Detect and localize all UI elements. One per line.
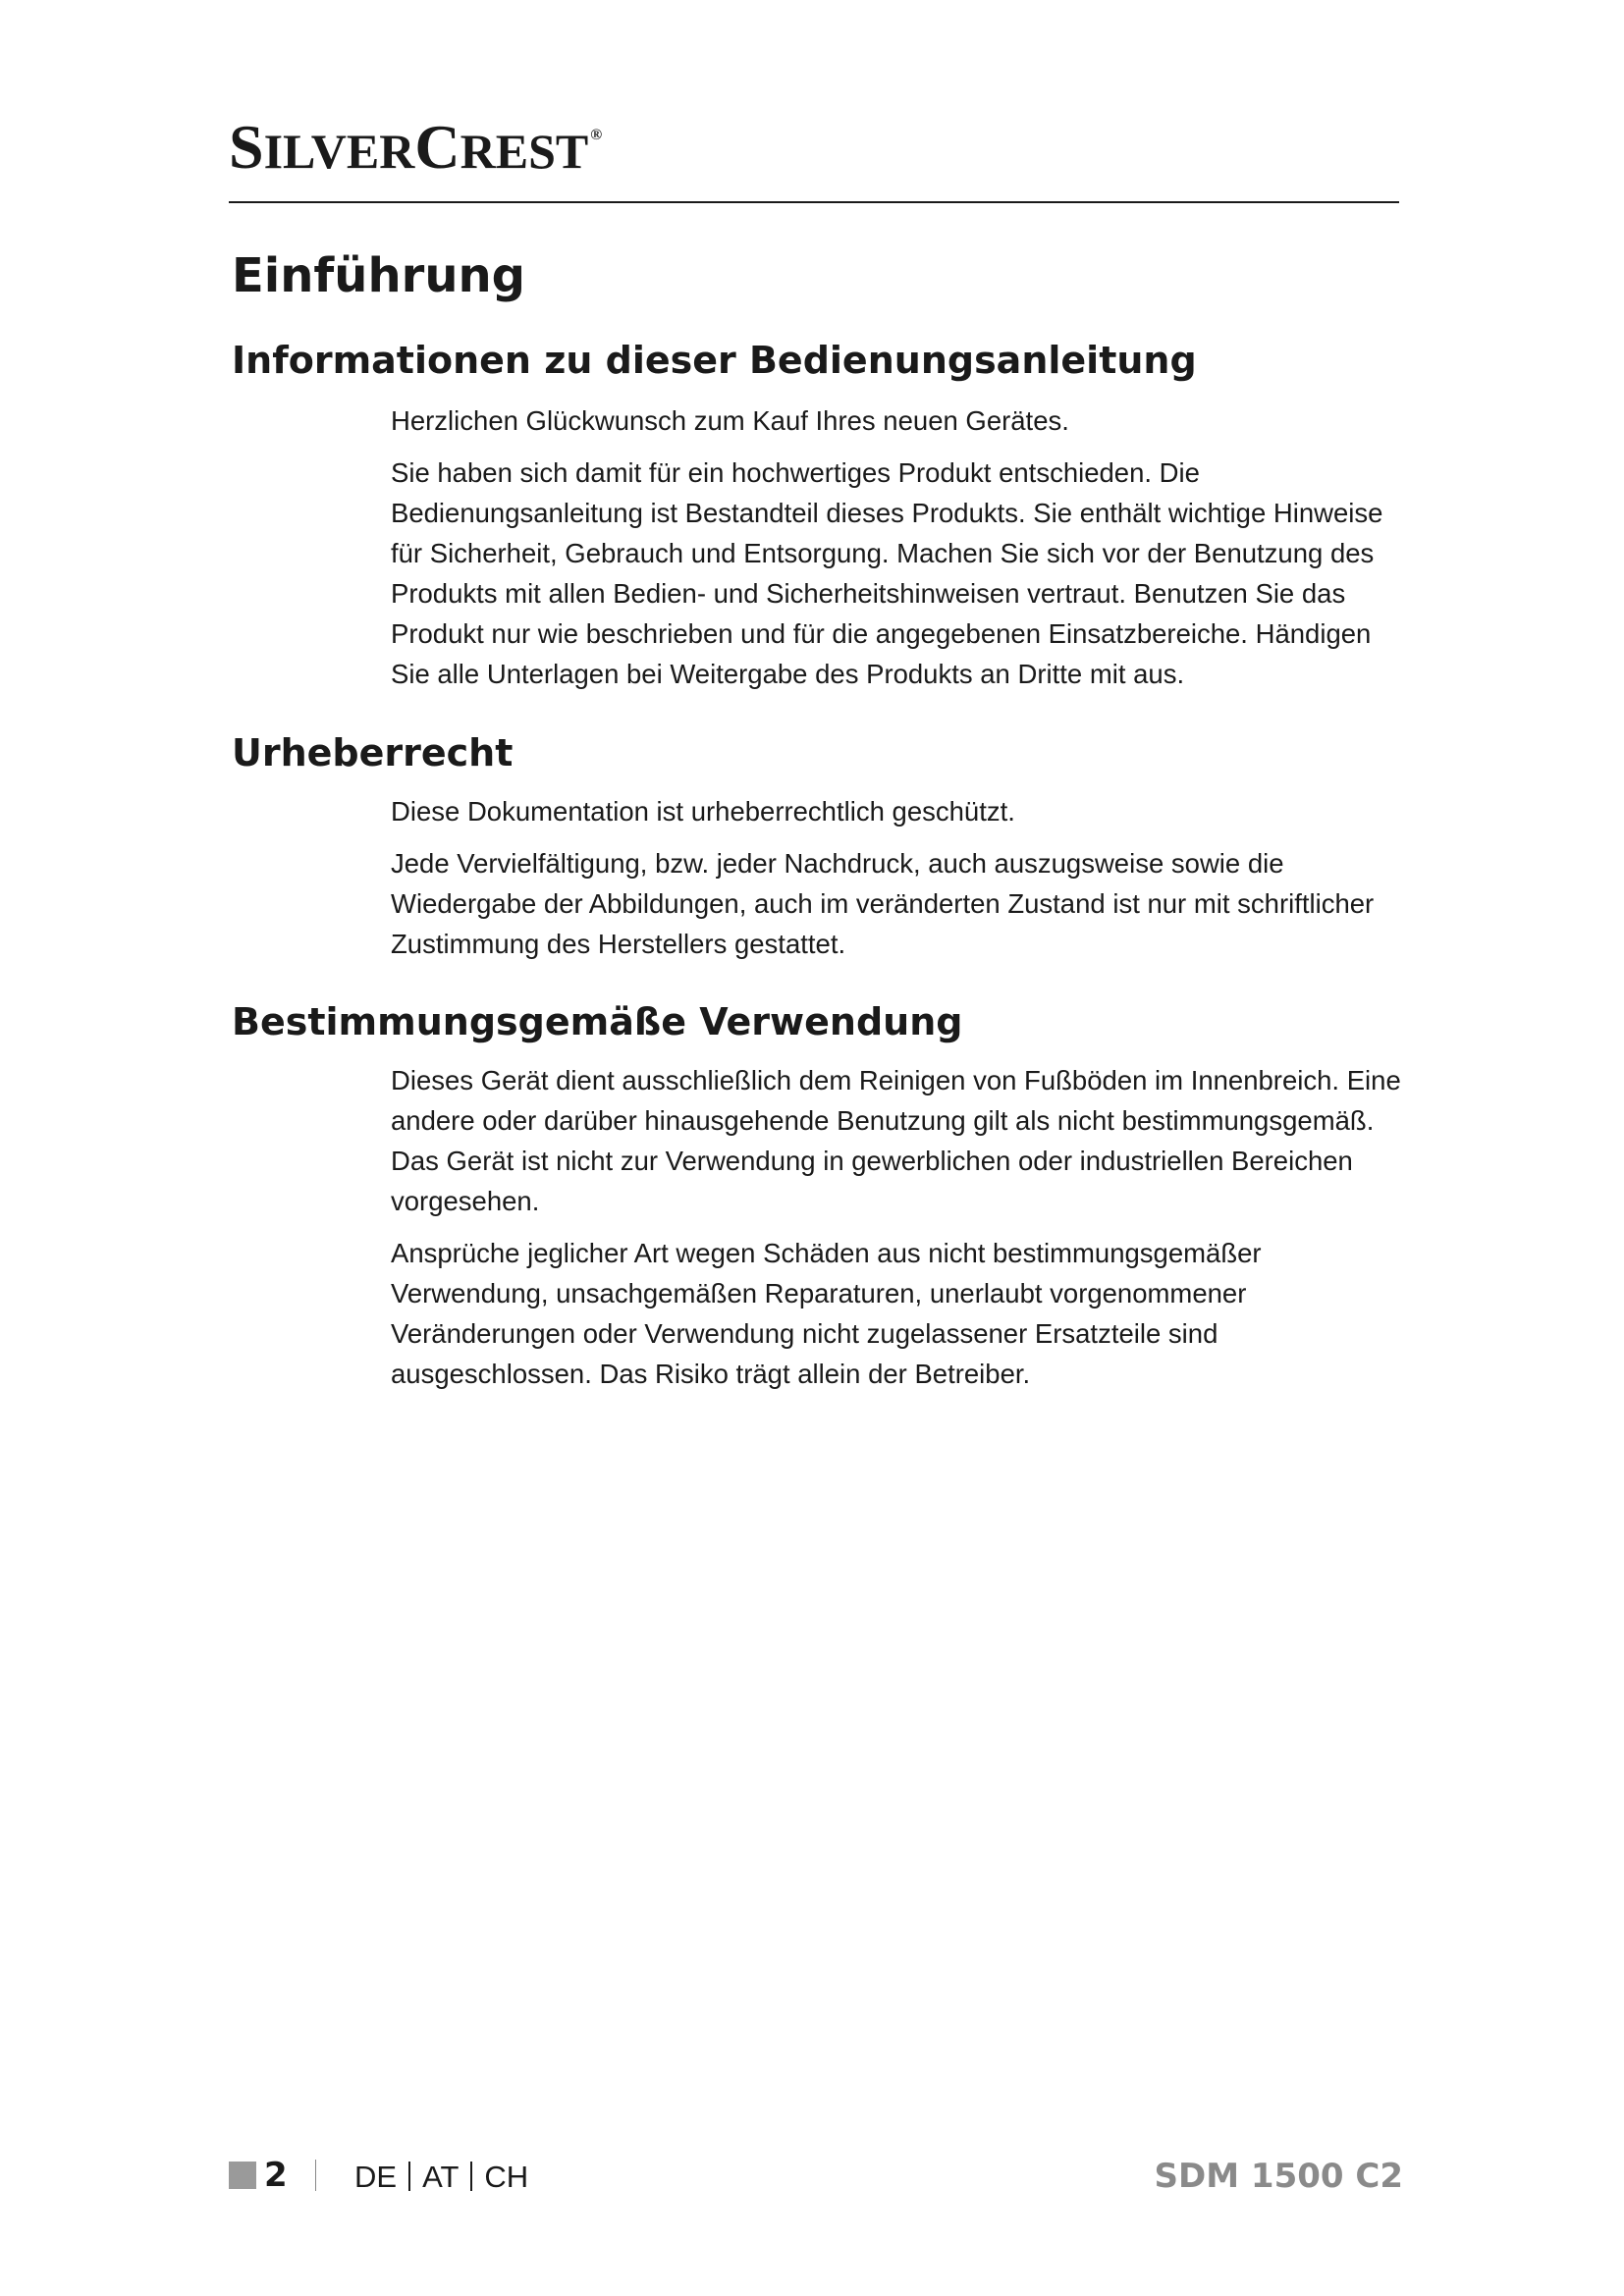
model-number: SDM 1500 C2 — [1154, 2157, 1403, 2196]
section-body-copyright — [391, 791, 1412, 976]
lang-ch: CH — [484, 2160, 529, 2194]
paragraph: Dieses Gerät dient ausschließlich dem Reinigen von Fußböden im Innenbreich. Eine andere oder darüber hinausgehende Benutzung gilt als nicht bestimmungsgemäß. Das Gerät ist nicht zur Verwendung in gewerblichen oder industriellen Bereichen vorgesehen. — [391, 1065, 1401, 1216]
brand-logo — [229, 112, 603, 182]
page-title: Einführung — [232, 248, 526, 303]
lang-at: AT — [422, 2160, 460, 2194]
logo-initial-s: S — [229, 112, 264, 182]
header-divider — [229, 201, 1399, 203]
section-heading-copyright: Urheberrecht — [232, 731, 514, 774]
logo-text-ilver: ILVER — [263, 124, 415, 179]
paragraph: Jede Vervielfältigung, bzw. jeder Nachdruck, auch auszugsweise sowie die Wiedergabe der Abbildungen, auch im veränderten Zustand ist nur mit schriftlicher Zustimmung des Herstellers gestattet. — [391, 848, 1375, 959]
lang-separator — [470, 2162, 472, 2191]
paragraph: Ansprüche jeglicher Art wegen Schäden aus nicht bestimmungsgemäßer Verwendung, unsachgemäßen Reparaturen, unerlaubt vorgenommener Veränderungen oder Verwendung nicht zugelassener Ersatzteile sind ausgeschlossen. Das Risiko trägt allein der Betreiber. — [391, 1238, 1262, 1389]
section-body-info — [391, 400, 1412, 706]
page-marker-square-icon — [229, 2162, 256, 2189]
section-heading-info: Informationen zu dieser Bedienungsanleitung — [232, 339, 1197, 382]
lang-separator — [408, 2162, 410, 2191]
paragraph: Diese Dokumentation ist urheberrechtlich geschützt. — [391, 796, 1015, 827]
paragraph: Sie haben sich damit für ein hochwertiges Produkt entschieden. Die Bedienungsanleitung ist Bestandteil dieses Produkts. Sie enthält wichtige Hinweise für Sicherheit, Gebrauch und Entsorgung. Machen Sie sich vor der Benutzung des Produkts mit allen Bedien- und Sicherheitshinweisen vertraut. Benutzen Sie das Produkt nur wie beschrieben und für die angegebenen Einsatzbereiche. Händigen Sie alle Unterlagen bei Weitergabe des Produkts an Dritte mit aus. — [391, 457, 1383, 689]
page-number: 2 — [264, 2156, 288, 2195]
registered-mark: ® — [590, 127, 603, 143]
footer-divider — [315, 2160, 316, 2191]
logo-text-rest: REST — [460, 124, 589, 179]
lang-de: DE — [354, 2160, 398, 2194]
logo-initial-c: C — [414, 112, 460, 182]
section-heading-intended-use: Bestimmungsgemäße Verwendung — [232, 1000, 963, 1043]
page-footer — [229, 2156, 1403, 2199]
language-codes — [354, 2156, 528, 2199]
paragraph: Herzlichen Glückwunsch zum Kauf Ihres neuen Gerätes. — [391, 405, 1069, 436]
section-body-intended-use — [391, 1060, 1412, 1406]
